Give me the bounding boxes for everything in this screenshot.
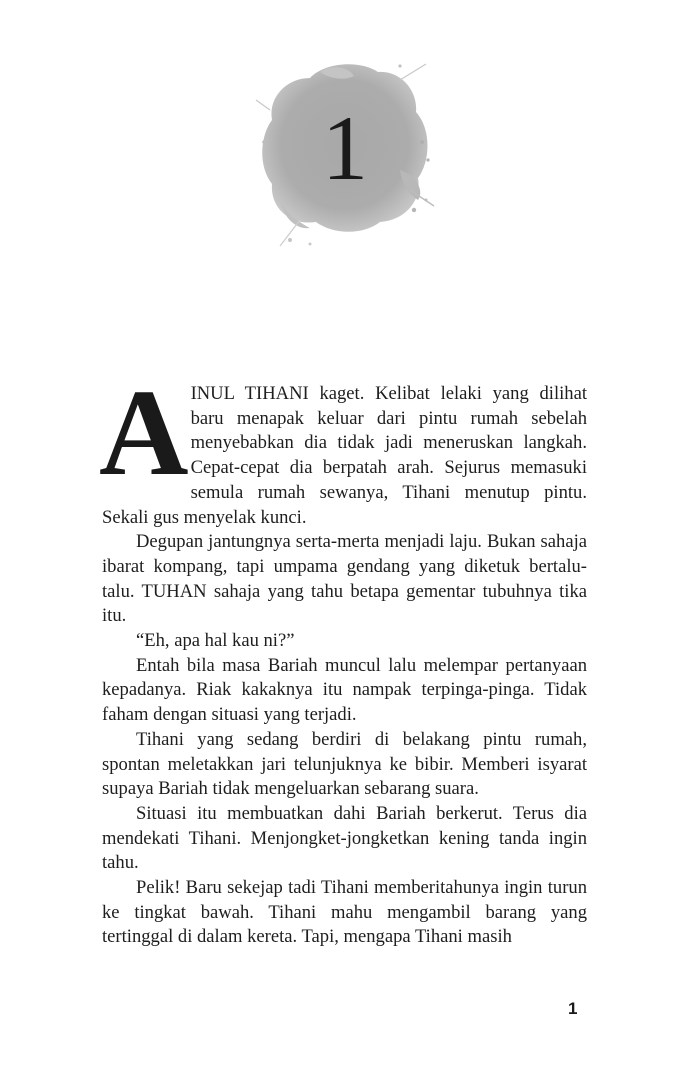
- chapter-heading: [250, 50, 440, 250]
- paragraph: Situasi itu membuatkan dahi Bariah berkerut. Terus dia mendekati Tihani. Menjongket-jongketkan kening tanda ingin tahu.: [102, 802, 587, 874]
- paragraph-opening: [99, 364, 587, 530]
- page-number: 1: [568, 999, 578, 1018]
- drop-cap: A: [99, 364, 189, 501]
- paragraph: Degupan jantungnya serta-merta menjadi laju. Bukan sahaja ibarat kompang, tapi umpama gendang yang diketuk bertalu-talu. TUHAN sahaja yang tahu betapa gementar tubuhnya tika itu.: [102, 531, 587, 627]
- paragraph: Pelik! Baru sekejap tadi Tihani memberitahunya ingin turun ke tingkat bawah. Tihani mahu mengambil barang yang tertinggal di dalam kereta. Tapi, mengapa Tihani masih: [102, 877, 587, 948]
- paragraph: Entah bila masa Bariah muncul lalu melempar pertanyaan kepadanya. Riak kakaknya itu nampak terpinga-pinga. Tidak faham dengan situasi yang terjadi.: [102, 654, 587, 726]
- chapter-number: 1: [322, 97, 368, 199]
- chapter-body: [99, 364, 587, 950]
- paragraph-text: INUL TIHANI kaget. Kelibat lelaki yang dilihat baru menapak keluar dari pintu rumah sebelah menyebabkan dia tidak jadi meneruskan langkah. Cepat-cepat dia berpatah arah. Sejurus memasuki semula rumah sewanya, Tihani menutup pintu. Sekali gus menyelak kunci.: [102, 383, 587, 528]
- paragraph-dialogue: “Eh, apa hal kau ni?”: [136, 630, 295, 652]
- paragraph: Tihani yang sedang berdiri di belakang pintu rumah, spontan meletakkan jari telunjuknya ke bibir. Memberi isyarat supaya Bariah tidak mengeluarkan sebarang suara.: [102, 728, 587, 800]
